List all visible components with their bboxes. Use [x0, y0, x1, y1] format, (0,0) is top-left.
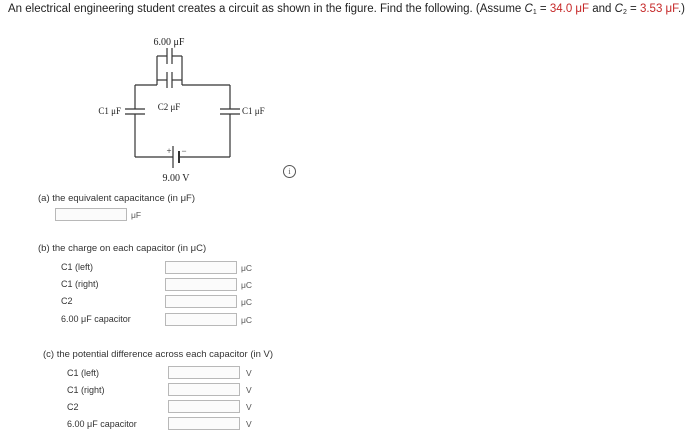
- problem-close: .): [677, 3, 685, 15]
- part-b-c1-right-input[interactable]: [165, 278, 237, 291]
- part-b-c1-left-input[interactable]: [165, 261, 237, 274]
- part-b-c2-input[interactable]: [165, 295, 237, 308]
- part-b-row-label: C1 (right): [61, 279, 99, 289]
- part-b-row-unit: μC: [241, 315, 253, 325]
- battery-minus-sign: −: [181, 146, 187, 156]
- part-b-row-unit: μC: [241, 280, 253, 290]
- part-c-c2-input[interactable]: [168, 400, 240, 413]
- part-c-row-label: C1 (right): [67, 385, 105, 395]
- part-b-row-label: C2: [61, 296, 73, 306]
- c1-equals: =: [536, 3, 550, 15]
- part-b-6uf-input[interactable]: [165, 313, 237, 326]
- part-b-row-label: C1 (left): [61, 262, 94, 272]
- circuit-diagram: [60, 30, 290, 185]
- part-b-row-label: 6.00 μF capacitor: [61, 314, 131, 324]
- part-c-row-label: C2: [67, 402, 79, 412]
- part-c-row-unit: V: [246, 419, 252, 429]
- part-c-c1-left-input[interactable]: [168, 366, 240, 379]
- part-b-row-unit: μC: [241, 297, 253, 307]
- problem-statement: [8, 3, 685, 16]
- c2-value: 3.53 μF: [639, 3, 678, 15]
- left-c1-label: C1 μF: [98, 106, 121, 116]
- part-b-label: (b) the charge on each capacitor (in μC): [38, 243, 207, 254]
- part-c-row-unit: V: [246, 402, 252, 412]
- c1-value: 34.0 μF: [549, 3, 590, 15]
- part-a-unit: μF: [131, 210, 142, 220]
- right-c1-label: C1 μF: [242, 106, 265, 116]
- info-icon[interactable]: i: [283, 165, 296, 178]
- c1-symbol: C: [524, 3, 533, 15]
- c2-equals: =: [626, 3, 640, 15]
- part-c-row-unit: V: [246, 385, 252, 395]
- battery-plus-sign: +: [166, 146, 172, 156]
- part-c-6uf-input[interactable]: [168, 417, 240, 430]
- part-c-row-unit: V: [246, 368, 252, 378]
- part-a-input[interactable]: [55, 208, 127, 221]
- part-b-row-unit: μC: [241, 263, 253, 273]
- battery-label: 9.00 V: [162, 173, 190, 184]
- c2-label: C2 μF: [157, 102, 181, 112]
- problem-intro: An electrical engineering student creates a circuit as shown in the figure. Find the following. (Assume: [8, 3, 525, 15]
- top-cap-label: 6.00 μF: [153, 37, 185, 48]
- c2-symbol: C: [614, 3, 623, 15]
- part-c-row-label: 6.00 μF capacitor: [67, 419, 137, 429]
- part-c-row-label: C1 (left): [67, 368, 100, 378]
- part-c-label: (c) the potential difference across each capacitor (in V): [43, 349, 274, 360]
- and-text: and: [589, 3, 615, 15]
- part-c-c1-right-input[interactable]: [168, 383, 240, 396]
- part-a-label: (a) the equivalent capacitance (in μF): [38, 193, 196, 204]
- c1-subscript: 1: [532, 9, 537, 16]
- c2-subscript: 2: [622, 9, 627, 16]
